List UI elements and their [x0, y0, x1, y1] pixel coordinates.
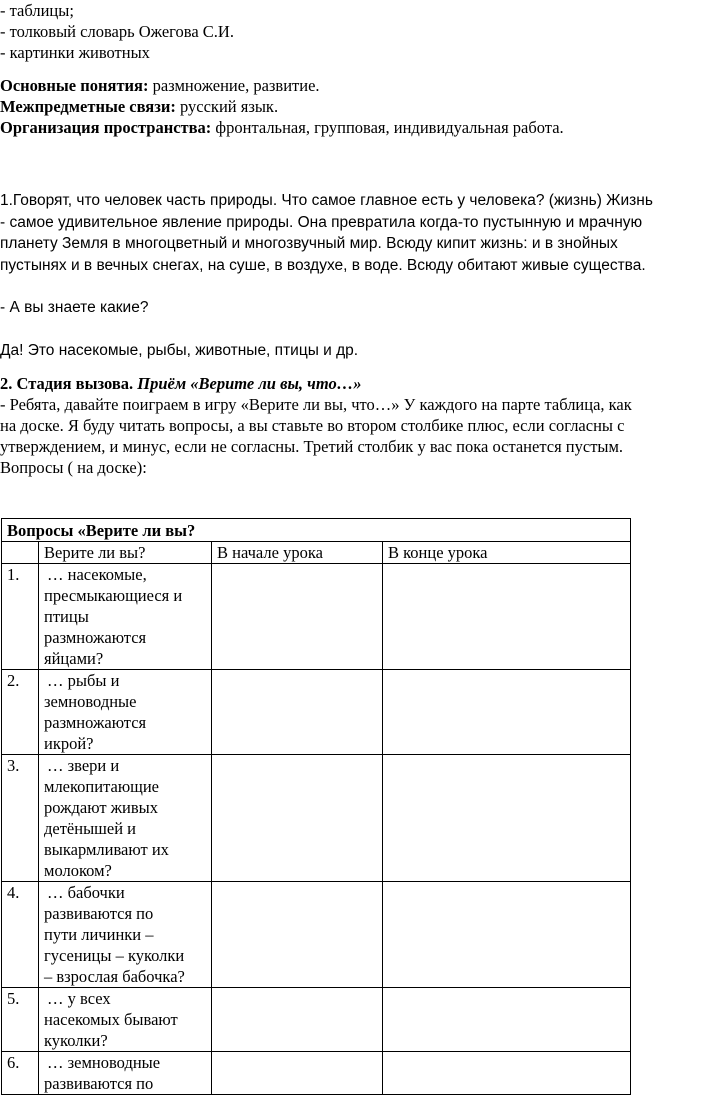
question-line: размножаются [44, 628, 147, 647]
row-number: 6. [2, 1052, 39, 1095]
stage-heading [0, 373, 700, 394]
table-body [2, 564, 631, 1095]
question-line: земноводные [44, 692, 137, 711]
question-line: развиваются по [44, 1074, 154, 1093]
answer-end-cell[interactable] [383, 755, 631, 882]
table-row [2, 882, 631, 988]
row-number: 2. [2, 670, 39, 755]
question-line: куколки? [44, 1031, 108, 1050]
info-line [0, 96, 700, 117]
stage-heading-italic: Приём «Верите ли вы, что…» [137, 374, 362, 393]
table-row [2, 988, 631, 1052]
materials-item: - толковый словарь Ожегова С.И. [0, 22, 234, 41]
question-line: насекомых бывают [44, 1010, 178, 1029]
answer-start-cell[interactable] [212, 1052, 383, 1095]
question-line: выкармливают их [44, 840, 169, 859]
answer-start-cell[interactable] [212, 755, 383, 882]
info-label: Основные понятия: [0, 76, 149, 95]
table-row [2, 670, 631, 755]
question-line: гусеницы – куколки [44, 946, 185, 965]
stage-line: - Ребята, давайте поиграем в игру «Верите ли вы, что…» У каждого на парте таблица, как [0, 395, 632, 414]
materials-item: - таблицы; [0, 1, 74, 20]
table-header-row [2, 542, 631, 564]
info-label: Межпредметные связи: [0, 97, 176, 116]
question-line: … бабочки [47, 883, 125, 902]
answer-start-cell[interactable] [212, 988, 383, 1052]
answer-end-cell[interactable] [383, 882, 631, 988]
question-line: яйцами? [44, 649, 104, 668]
row-number: 5. [2, 988, 39, 1052]
row-number: 3. [2, 755, 39, 882]
stage-line: на доске. Я буду читать вопросы, а вы ставьте во втором столбике плюс, если согласны с [0, 416, 625, 435]
table-row [2, 755, 631, 882]
stage-line: утверждением, и минус, если не согласны. Третий столбик у вас пока останется пустым. [0, 437, 624, 456]
question-line: рождают живых [44, 798, 159, 817]
intro-answer: Да! Это насекомые, рыбы, животные, птицы и др. [0, 342, 359, 359]
answer-start-cell[interactable] [212, 670, 383, 755]
stage-line: Вопросы ( на доске): [0, 458, 147, 477]
info-value: фронтальная, групповая, индивидуальная работа. [211, 118, 564, 137]
header-cell-empty [2, 542, 39, 564]
question-line: пути личинки – [44, 925, 154, 944]
row-question [39, 564, 212, 670]
materials-item: - картинки животных [0, 43, 150, 62]
question-line: млекопитающие [44, 777, 160, 796]
row-number: 1. [2, 564, 39, 670]
question-line: детёнышей и [44, 819, 136, 838]
row-question [39, 670, 212, 755]
answer-start-cell[interactable] [212, 564, 383, 670]
table-row [2, 1052, 631, 1095]
stage-heading-bold: 2. Стадия вызова. [0, 374, 138, 393]
question-line: … рыбы и [47, 671, 120, 690]
row-question [39, 1052, 212, 1095]
question-line: развиваются по [44, 904, 154, 923]
row-question [39, 988, 212, 1052]
question-line: … у всех [47, 989, 111, 1008]
info-label: Организация пространства: [0, 118, 212, 137]
row-number: 4. [2, 882, 39, 988]
header-cell: В начале урока [212, 542, 383, 564]
answer-end-cell[interactable] [383, 670, 631, 755]
table-row [2, 564, 631, 670]
question-line: икрой? [44, 734, 94, 753]
table-title-row [2, 519, 631, 542]
header-cell: Верите ли вы? [39, 542, 212, 564]
answer-end-cell[interactable] [383, 988, 631, 1052]
lesson-info [0, 75, 700, 138]
intro-paragraph [0, 190, 700, 276]
question-line: пресмыкающиеся и [44, 586, 183, 605]
info-line [0, 75, 700, 96]
question-line: птицы [44, 607, 89, 626]
table-title: Вопросы «Верите ли вы? [2, 519, 631, 542]
answer-end-cell[interactable] [383, 564, 631, 670]
stage-section [0, 373, 700, 478]
paragraph-line: 1.Говорят, что человек часть природы. Что самое главное есть у человека? (жизнь) Жизнь [0, 192, 653, 209]
info-value: русский язык. [175, 97, 279, 116]
row-question [39, 755, 212, 882]
row-question [39, 882, 212, 988]
question-line: … насекомые, [47, 565, 147, 584]
answer-start-cell[interactable] [212, 882, 383, 988]
question-line: молоком? [44, 861, 112, 880]
materials-list [0, 0, 700, 63]
intro-question: - А вы знаете какие? [0, 299, 149, 316]
questions-table [1, 518, 631, 1095]
info-value: размножение, развитие. [148, 76, 320, 95]
info-line [0, 117, 700, 138]
paragraph-line: - самое удивительное явление природы. Она превратила когда-то пустынную и мрачную [0, 213, 643, 231]
header-cell: В конце урока [383, 542, 631, 564]
question-line: размножаются [44, 713, 147, 732]
question-line: – взрослая бабочка? [44, 967, 185, 986]
question-line: … земноводные [47, 1053, 161, 1072]
answer-end-cell[interactable] [383, 1052, 631, 1095]
paragraph-line: планету Земля в многоцветный и многозвучный мир. Всюду кипит жизнь: и в знойных [0, 235, 618, 252]
paragraph-line: пустынях и в вечных снегах, на суше, в воздухе, в воде. Всюду обитают живые существа. [0, 256, 646, 274]
question-line: … звери и [47, 756, 120, 775]
